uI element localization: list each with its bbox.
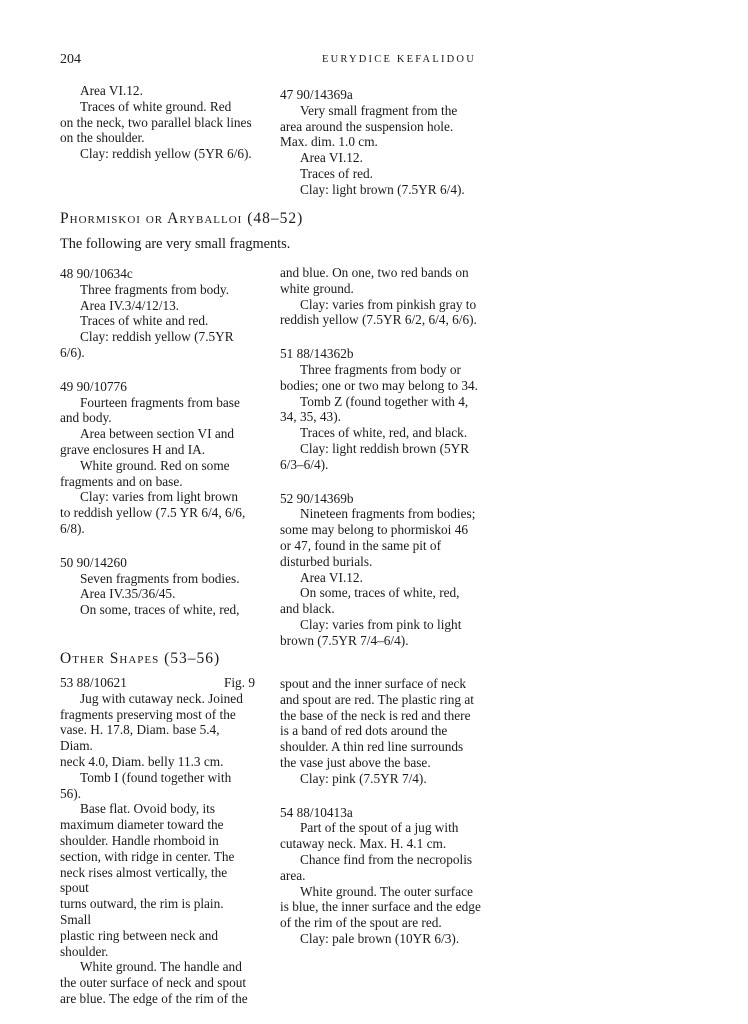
text-line: the outer surface of neck and spout bbox=[60, 975, 247, 991]
entry-number: 53 88/10621 bbox=[60, 675, 127, 690]
text-line: White ground. The outer surface bbox=[300, 883, 473, 899]
text-line: Clay: light brown (7.5YR 6/4). bbox=[300, 181, 465, 197]
section2-right-column bbox=[280, 676, 485, 947]
text-line: bodies; one or two may belong to 34. bbox=[280, 377, 478, 393]
section1-right-column bbox=[280, 265, 485, 649]
running-title: EURYDICE KEFALIDOU bbox=[321, 54, 476, 65]
entry-heading: 54 88/10413a bbox=[280, 804, 353, 820]
text-line: Base flat. Ovoid body, its bbox=[80, 801, 216, 817]
page-number: 204 bbox=[60, 52, 81, 67]
text-line: plastic ring between neck and bbox=[60, 927, 219, 943]
text-line: Clay: pink (7.5YR 7/4). bbox=[300, 770, 427, 786]
text-line: or 47, found in the same pit of bbox=[280, 537, 442, 553]
text-line: shoulder. Handle rhomboid in bbox=[60, 832, 219, 848]
text-line: maximum diameter toward the bbox=[60, 817, 224, 833]
text-line: reddish yellow (7.5YR 6/2, 6/4, 6/6). bbox=[280, 312, 477, 328]
text-line: Clay: light reddish brown (5YR bbox=[300, 440, 470, 456]
entry-heading: 49 90/10776 bbox=[60, 378, 127, 394]
entry-heading: 48 90/10634c bbox=[60, 266, 133, 281]
text-line: neck 4.0, Diam. belly 11.3 cm. bbox=[60, 753, 224, 769]
text-line: to reddish yellow (7.5 YR 6/4, 6/6, bbox=[60, 505, 246, 521]
section2-left-column bbox=[60, 675, 255, 1007]
entry-47 bbox=[280, 87, 480, 198]
text-line: Traces of white, red, and black. bbox=[300, 425, 468, 441]
text-line: 6/3–6/4). bbox=[280, 456, 329, 472]
text-line: Traces of red. bbox=[300, 165, 373, 181]
text-line: Area between section VI and bbox=[80, 426, 235, 442]
text-line: the vase just above the base. bbox=[280, 754, 431, 770]
section-intro: The following are very small fragments. bbox=[60, 236, 291, 252]
text-line: Tomb Z (found together with 4, bbox=[300, 393, 469, 409]
text-line: white ground. bbox=[280, 280, 354, 296]
text-line: on the neck, two parallel black lines bbox=[60, 114, 252, 130]
text-line: fragments and on base. bbox=[60, 473, 183, 489]
text-line: Very small fragment from the bbox=[300, 102, 458, 118]
text-line: Area VI.12. bbox=[300, 150, 363, 166]
text-line: area. bbox=[280, 867, 306, 883]
text-line: 6/8). bbox=[60, 520, 85, 536]
top-left-column bbox=[60, 83, 260, 162]
text-line: On some, traces of white, red, bbox=[300, 585, 460, 601]
text-line: Part of the spout of a jug with bbox=[300, 820, 459, 836]
text-line: Three fragments from body or bbox=[300, 361, 461, 377]
text-line: area around the suspension hole. bbox=[280, 118, 454, 134]
entry-heading: 47 90/14369a bbox=[280, 87, 353, 102]
entry-heading: 52 90/14369b bbox=[280, 490, 354, 506]
text-line: and spout are red. The plastic ring at bbox=[280, 691, 474, 707]
text-line: on the shoulder. bbox=[60, 130, 145, 146]
text-line: brown (7.5YR 7/4–6/4). bbox=[280, 632, 409, 648]
text-line: and blue. On one, two red bands on bbox=[280, 265, 469, 280]
text-line: grave enclosures H and IA. bbox=[60, 441, 206, 457]
text-line: is a band of red dots around the bbox=[280, 723, 448, 739]
section1-left-column bbox=[60, 266, 260, 618]
text-line: Nineteen fragments from bodies; bbox=[300, 506, 476, 522]
section-heading-phormiskoi: Phormiskoi or Aryballoi (48–52) bbox=[60, 210, 304, 227]
text-line: and black. bbox=[280, 601, 335, 617]
text-line: section, with ridge in center. The bbox=[60, 848, 235, 864]
text-line: and body. bbox=[60, 410, 112, 426]
text-line: of the rim of the spout are red. bbox=[280, 915, 442, 931]
text-line: Tomb I (found together with bbox=[80, 769, 232, 785]
text-line: the base of the neck is red and there bbox=[280, 707, 471, 723]
text-line: are blue. The edge of the rim of the bbox=[60, 990, 248, 1006]
text-line: Max. dim. 1.0 cm. bbox=[280, 134, 378, 150]
text-line: shoulder. bbox=[60, 943, 109, 959]
entry-heading: 50 90/14260 bbox=[60, 554, 127, 570]
text-line: Chance find from the necropolis bbox=[300, 851, 473, 867]
text-line: 6/6). bbox=[60, 344, 85, 360]
text-line: Three fragments from body. bbox=[80, 281, 230, 297]
text-line: is blue, the inner surface and the edge bbox=[280, 899, 481, 915]
text-line: Clay: varies from pink to light bbox=[300, 616, 462, 632]
section-heading-other-shapes: Other Shapes (53–56) bbox=[60, 650, 221, 667]
text-line: Clay: reddish yellow (5YR 6/6). bbox=[80, 146, 252, 162]
text-line: Clay: pale brown (10YR 6/3). bbox=[300, 930, 460, 946]
text-line: disturbed burials. bbox=[280, 553, 373, 569]
text-line: some may belong to phormiskoi 46 bbox=[280, 522, 468, 538]
text-line: Area IV.3/4/12/13. bbox=[80, 297, 180, 313]
text-line: On some, traces of white, red, bbox=[80, 602, 240, 618]
text-line: Traces of white ground. Red bbox=[80, 98, 232, 114]
text-line: vase. H. 17.8, Diam. base 5.4, Diam. bbox=[60, 722, 220, 754]
entry-heading: 51 88/14362b bbox=[280, 346, 354, 362]
text-line: neck rises almost vertically, the spout bbox=[60, 864, 228, 896]
text-line: 56). bbox=[60, 785, 82, 801]
entry-heading bbox=[60, 675, 255, 691]
text-line: Clay: varies from light brown bbox=[80, 489, 239, 505]
text-line: Traces of white and red. bbox=[80, 313, 209, 329]
text-line: turns outward, the rim is plain. Small bbox=[60, 896, 224, 927]
text-line: cutaway neck. Max. H. 4.1 cm. bbox=[280, 836, 447, 852]
text-line: Clay: varies from pinkish gray to bbox=[300, 296, 477, 312]
text-line: Jug with cutaway neck. Joined bbox=[80, 690, 243, 706]
text-line: White ground. Red on some bbox=[80, 457, 230, 473]
text-line: Clay: reddish yellow (7.5YR bbox=[80, 329, 234, 345]
text-line: spout and the inner surface of neck bbox=[280, 676, 467, 691]
text-line: Area VI.12. bbox=[300, 569, 363, 585]
text-line: Area IV.35/36/45. bbox=[80, 586, 176, 602]
text-line: 34, 35, 43). bbox=[280, 409, 341, 425]
text-line: Fourteen fragments from base bbox=[80, 394, 240, 410]
text-line: fragments preserving most of the bbox=[60, 706, 236, 722]
text-line: shoulder. A thin red line surrounds bbox=[280, 739, 464, 755]
text-line: Seven fragments from bodies. bbox=[80, 570, 240, 586]
text-line: White ground. The handle and bbox=[80, 959, 242, 975]
text-line: Area VI.12. bbox=[80, 83, 143, 98]
figure-reference: Fig. 9 bbox=[223, 675, 255, 690]
